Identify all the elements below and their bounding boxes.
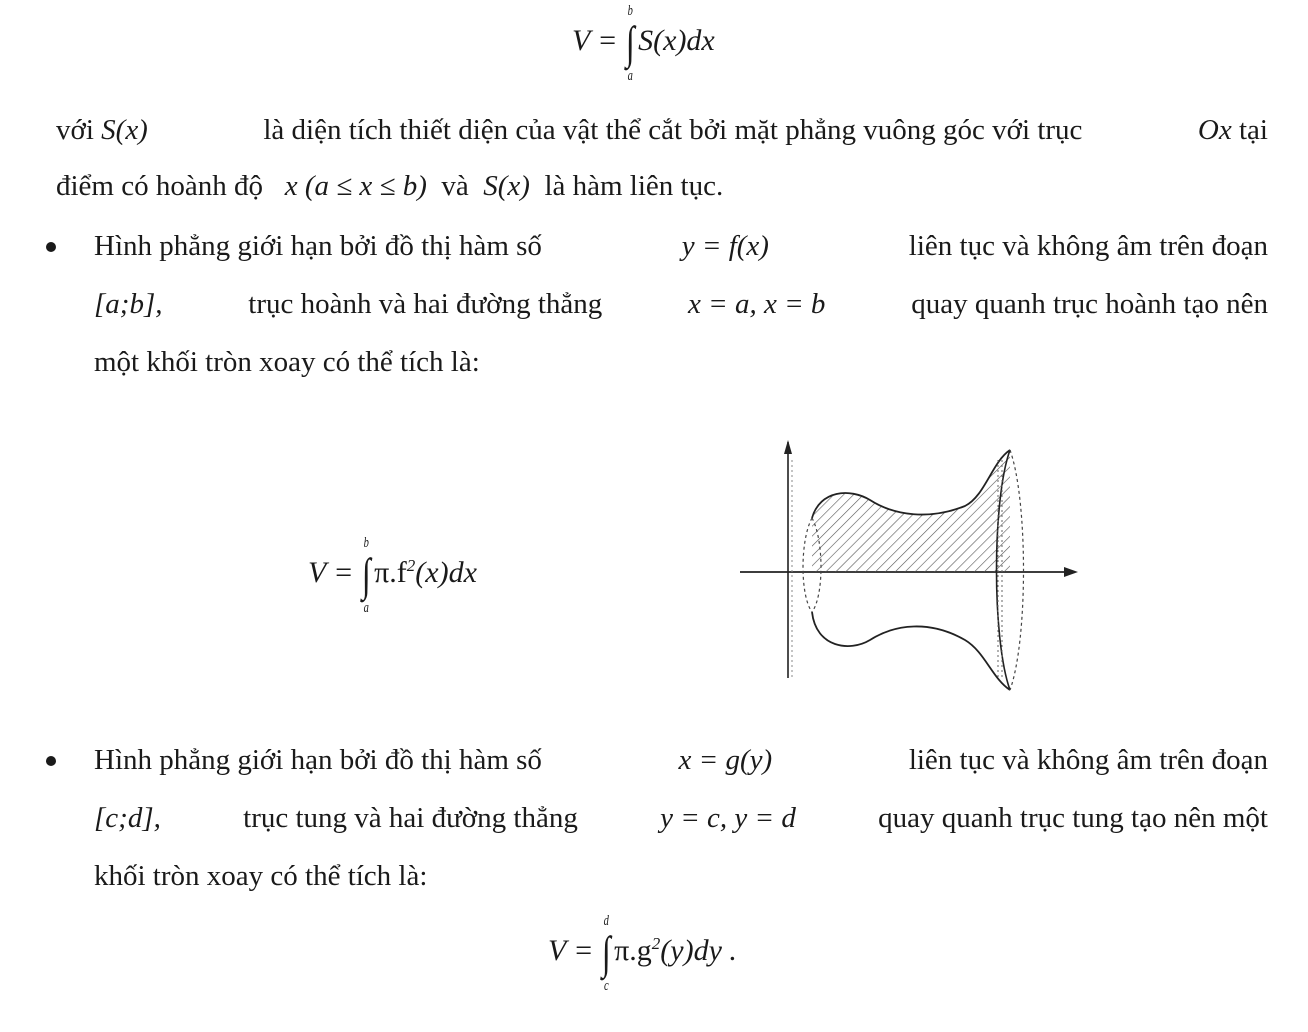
formula-lhs: V = (572, 23, 618, 57)
text: trục tung và hai đường thẳng (243, 802, 578, 834)
volume-formula-x-axis (308, 535, 477, 616)
para1-line2 (56, 172, 723, 201)
text: là diện tích thiết diện của vật thể cắt bởi mặt phẳng vuông góc với trục (263, 114, 1083, 146)
text: với (56, 114, 94, 146)
volume-formula-top (572, 3, 715, 84)
y-axis-arrow (784, 440, 792, 454)
upper-limit: b (627, 3, 633, 19)
lower-limit: a (627, 68, 633, 84)
math-condition: x (a ≤ x ≤ b) (284, 170, 427, 202)
math-function: y = f(x) (681, 230, 769, 262)
formula-power: 2 (406, 555, 416, 575)
bullet1-line3: một khối tròn xoay có thể tích là: (94, 346, 480, 378)
formula-power: 2 (651, 933, 661, 953)
text: trục hoành và hai đường thẳng (248, 288, 603, 320)
bullet-dot (46, 756, 56, 766)
math-sx: S(x) (101, 114, 148, 146)
bullet2-line1 (94, 746, 1268, 775)
upper-limit: d (603, 913, 609, 929)
lower-curve (812, 612, 1010, 690)
math-ox: Ox (1197, 114, 1232, 146)
math-interval: [a;b], (94, 288, 163, 320)
formula-lhs: V = (548, 933, 594, 967)
formula-body: S(x)dx (638, 23, 715, 57)
solid-of-revolution-figure (730, 400, 1090, 700)
bullet-dot (46, 242, 56, 252)
integral-sign: ∫ d c (601, 913, 611, 994)
formula-rest: (x)dx (415, 555, 477, 589)
integral-sign: ∫ b a (361, 535, 371, 616)
x-axis-arrow (1064, 567, 1078, 577)
math-interval: [c;d], (94, 802, 161, 834)
para1-line1 (56, 116, 1268, 145)
formula-body: π.f (374, 555, 407, 589)
math-lines: x = a, x = b (688, 288, 826, 320)
lower-limit: a (363, 600, 369, 616)
text: quay quanh trục tung tạo nên một (878, 802, 1268, 834)
lower-limit: c (603, 978, 609, 994)
math-sx: S(x) (483, 170, 530, 202)
text: liên tục và không âm trên đoạn (908, 230, 1268, 262)
volume-formula-y-axis (548, 913, 737, 994)
bullet2-line3: khối tròn xoay có thể tích là: (94, 860, 428, 892)
left-cross-section (803, 518, 812, 612)
hatched-region (812, 450, 1010, 572)
math-lines: y = c, y = d (660, 802, 796, 834)
text: và (441, 170, 469, 202)
text: Hình phẳng giới hạn bởi đồ thị hàm số (94, 744, 542, 776)
integral-sign: ∫ b a (625, 3, 635, 84)
text: liên tục và không âm trên đoạn (908, 744, 1268, 776)
text: điểm có hoành độ (56, 170, 263, 202)
text: quay quanh trục hoành tạo nên (911, 288, 1268, 320)
text: là hàm liên tục. (544, 170, 724, 202)
right-cross-section-back (1010, 450, 1024, 690)
bullet1-line1 (94, 232, 1268, 261)
bullet1-line2 (94, 290, 1268, 319)
formula-rest: (y)dy . (660, 933, 737, 967)
formula-lhs: V = (308, 555, 354, 589)
bullet2-line2 (94, 804, 1268, 833)
text: tại (1239, 114, 1268, 146)
upper-limit: b (363, 535, 369, 551)
text: Hình phẳng giới hạn bởi đồ thị hàm số (94, 230, 542, 262)
formula-body: π.g (614, 933, 652, 967)
math-function: x = g(y) (678, 744, 773, 776)
